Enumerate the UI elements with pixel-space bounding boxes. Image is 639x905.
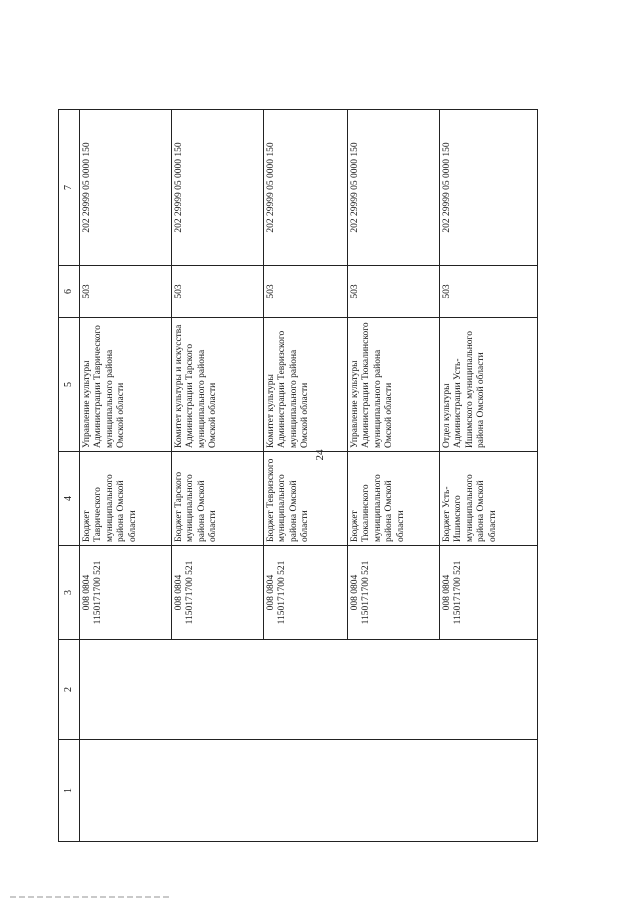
kbk-cell: 202 29999 05 0000 150 (348, 110, 440, 266)
admin-cell: Управление культуры Администрации Таврического муниципального района Омской области (80, 318, 172, 452)
admin-cell: Управление культуры Администрации Тюкалинского муниципального района Омской области (348, 318, 440, 452)
number-cell: 503 (172, 266, 264, 318)
budget-cell: Бюджет Таврического муниципального района Омской области (80, 452, 172, 546)
column-header: 4 (59, 452, 80, 546)
budget-cell: Бюджет Тарского муниципального района Омской области (172, 452, 264, 546)
code-cell (264, 546, 348, 640)
admin-cell: Отдел культуры Администрации Усть-Ишимского муниципального района Омской области (440, 318, 538, 452)
kbk-cell: 202 29999 05 0000 150 (440, 110, 538, 266)
table-header-row (59, 110, 80, 842)
scan-artifact-line (10, 896, 170, 898)
number-cell: 503 (80, 266, 172, 318)
number-cell: 503 (440, 266, 538, 318)
col1-empty-cell (80, 740, 538, 842)
code-text: 008 0804 1150171700 521 (82, 560, 104, 625)
code-cell (172, 546, 264, 640)
rotated-table-wrapper (58, 110, 535, 842)
code-text: 008 0804 1150171700 521 (442, 560, 464, 625)
budget-cell: Бюджет Тевризского муниципального района Омской области (264, 452, 348, 546)
kbk-cell: 202 29999 05 0000 150 (172, 110, 264, 266)
code-cell (348, 546, 440, 640)
column-header: 2 (59, 640, 80, 740)
table-row (80, 110, 172, 842)
column-header: 6 (59, 266, 80, 318)
kbk-cell: 202 29999 05 0000 150 (264, 110, 348, 266)
code-text: 008 0804 1150171700 521 (350, 560, 372, 625)
number-cell: 503 (264, 266, 348, 318)
column-header: 3 (59, 546, 80, 640)
document-table (58, 109, 538, 842)
code-text: 008 0804 1150171700 521 (266, 560, 288, 625)
admin-cell: Комитет культуры и искусства Администрации Тарского муниципального района Омской области (172, 318, 264, 452)
column-header: 5 (59, 318, 80, 452)
budget-cell: Бюджет Тюкалинского муниципального района Омской области (348, 452, 440, 546)
admin-cell: Комитет культуры Администрации Тевризского муниципального района Омской области (264, 318, 348, 452)
number-cell: 503 (348, 266, 440, 318)
page-number: 24 (314, 449, 326, 461)
budget-cell: Бюджет Усть-Ишимского муниципального района Омской области (440, 452, 538, 546)
column-header: 7 (59, 110, 80, 266)
code-cell (80, 546, 172, 640)
column-header: 1 (59, 740, 80, 842)
code-cell (440, 546, 538, 640)
code-text: 008 0804 1150171700 521 (174, 560, 196, 625)
kbk-cell: 202 29999 05 0000 150 (80, 110, 172, 266)
col2-empty-cell (80, 640, 538, 740)
